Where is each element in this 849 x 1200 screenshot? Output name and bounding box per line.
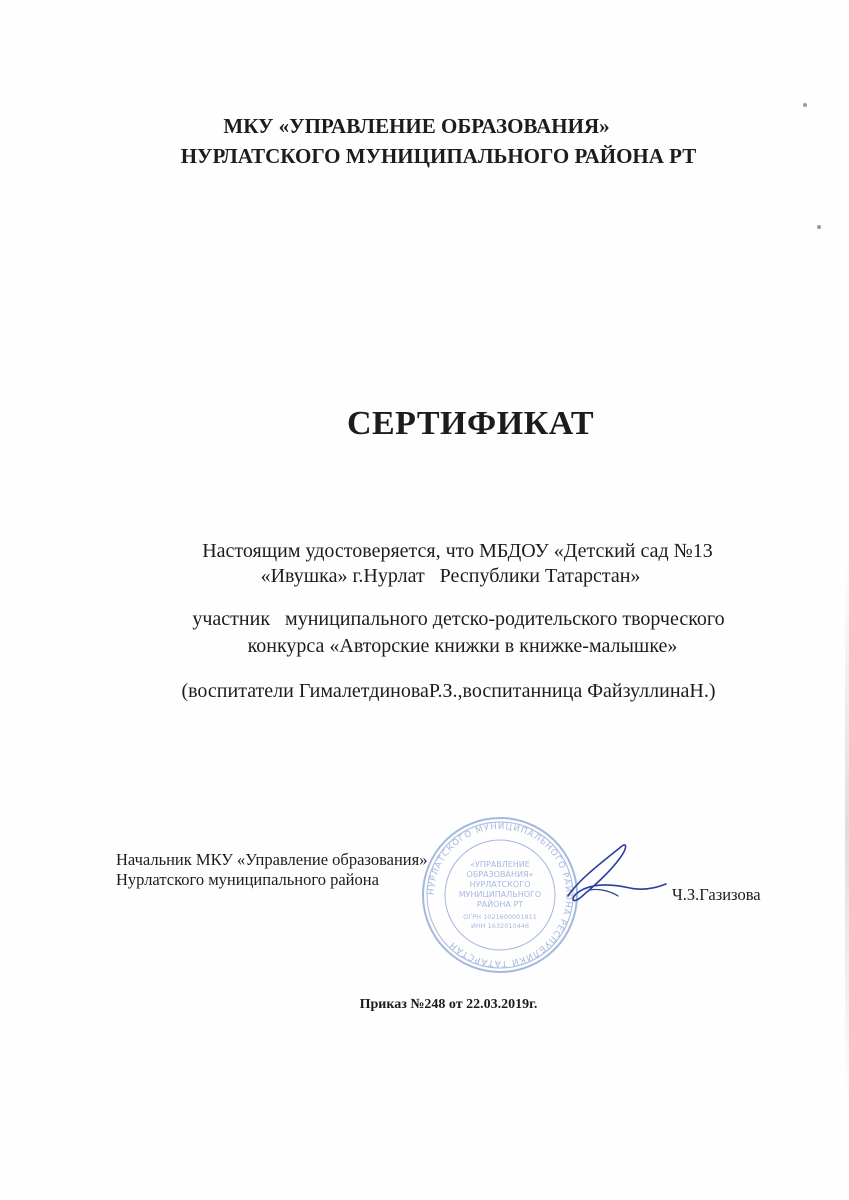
org-name-line-2: НУРЛАТСКОГО МУНИЦИПАЛЬНОГО РАЙОНА РТ xyxy=(180,144,697,168)
stamp-center-line-3: НУРЛАТСКОГО xyxy=(469,880,531,889)
body-text-line-4: конкурса «Авторские книжки в книжке-малышке» xyxy=(247,635,678,657)
certificate-title: СЕРТИФИКАТ xyxy=(346,405,595,442)
scan-speck xyxy=(803,103,807,107)
stamp-center-line-2: ОБРАЗОВАНИЯ» xyxy=(466,870,534,879)
stamp-center-line-4: МУНИЦИПАЛЬНОГО xyxy=(458,890,542,899)
stamp-center-line-5: РАЙОНА РТ xyxy=(476,900,524,909)
order-reference: Приказ №248 от 22.03.2019г. xyxy=(359,997,538,1012)
scan-speck xyxy=(817,225,821,229)
stamp-inn: ИНН 1632010446 xyxy=(470,922,530,930)
stamp-center-line-1: «УПРАВЛЕНИЕ xyxy=(470,860,530,869)
signatory-position-line-2: Нурлатского муниципального района xyxy=(116,870,379,889)
signatory-name: Ч.З.Газизова xyxy=(672,885,761,904)
body-text-line-5: (воспитатели ГималетдиноваР.З.,воспитанница ФайзуллинаН.) xyxy=(181,680,716,702)
body-text-line-2: «Ивушка» г.Нурлат Республики Татарстан» xyxy=(260,565,641,587)
signatory-position-line-1: Начальник МКУ «Управление образования» xyxy=(116,850,428,869)
handwritten-signature xyxy=(560,838,670,908)
stamp-ring-text: НУРЛАТСКОГО МУНИЦИПАЛЬНОГО РАЙОНА РЕСПУБЛИКИ ТАТАРСТАН xyxy=(426,821,574,969)
org-name-line-1: МКУ «УПРАВЛЕНИЕ ОБРАЗОВАНИЯ» xyxy=(223,114,610,138)
official-stamp xyxy=(420,815,580,975)
stamp-ogrn: ОГРН 1021600001811 xyxy=(463,913,537,921)
body-text-line-3: участник муниципального детско-родительского творческого xyxy=(192,608,725,630)
body-text-line-1: Настоящим удостоверяется, что МБДОУ «Детский сад №13 xyxy=(202,540,713,562)
